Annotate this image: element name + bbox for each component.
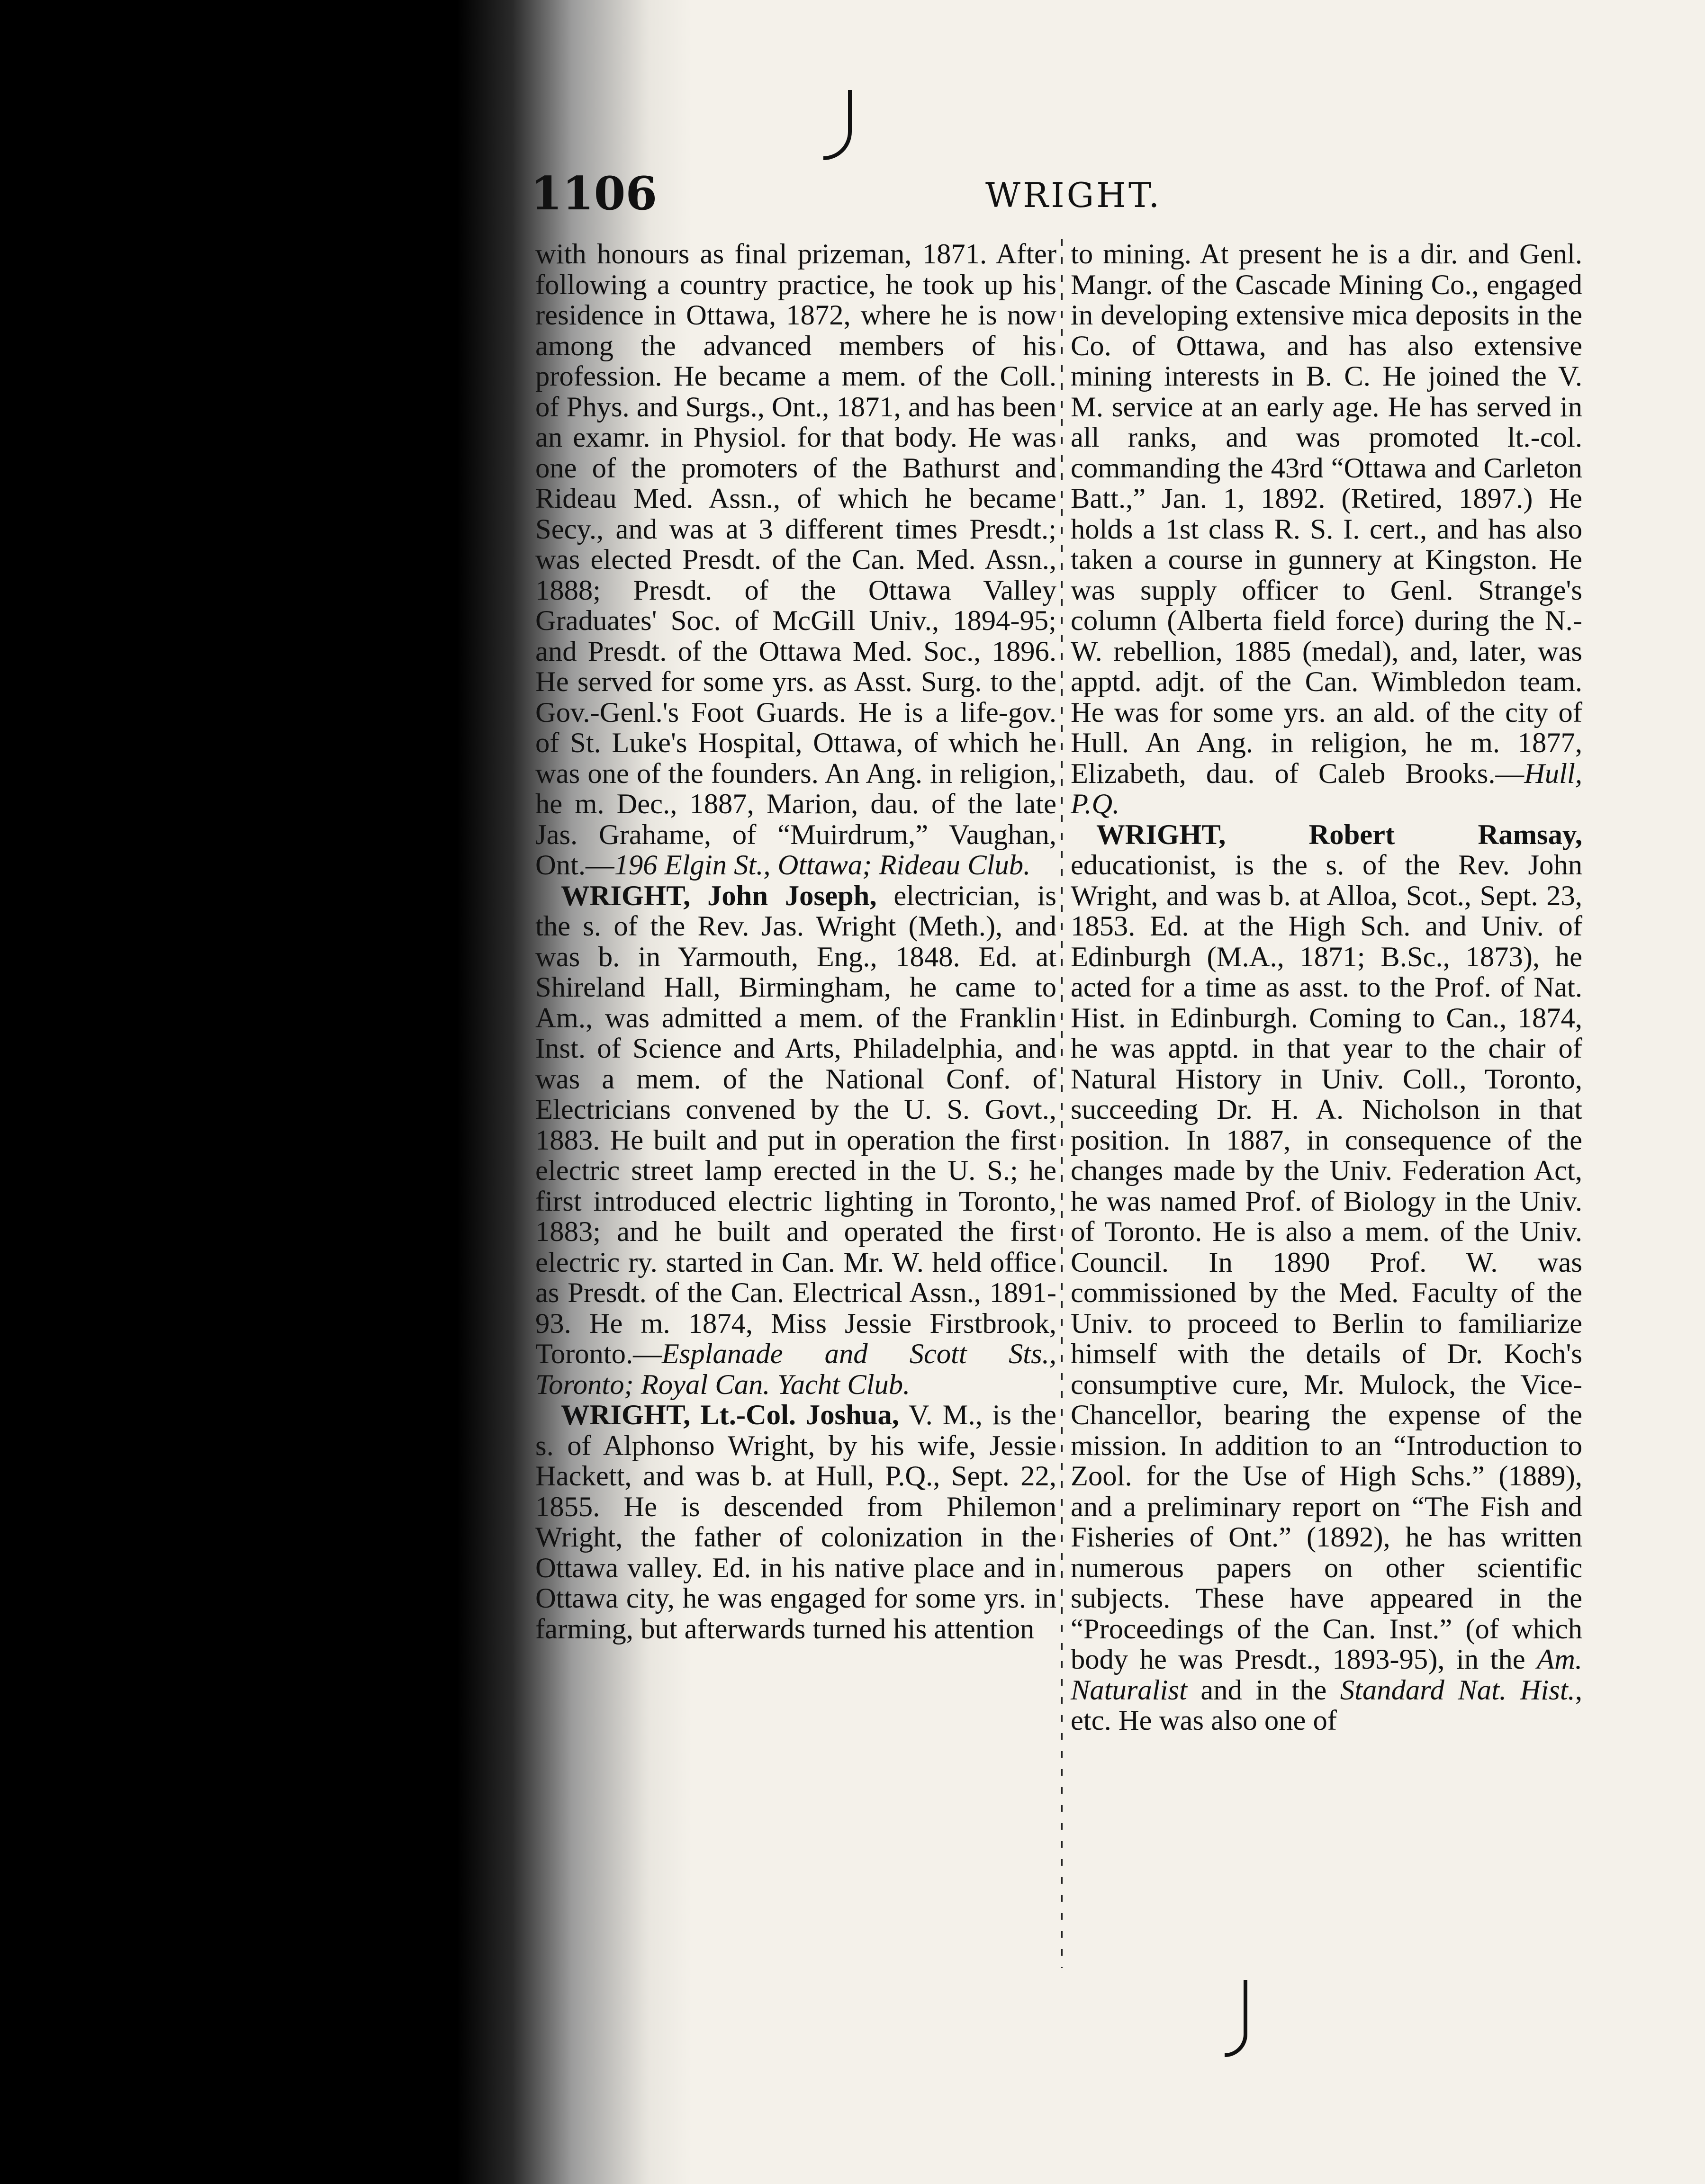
entry-wright-john-joseph	[535, 881, 1056, 1401]
entry-text: electrician, is the s. of the Rev. Jas. Wright (Meth.), and was b. in Yarmouth, Eng., 1848. Ed. at Shireland Hall, Birmingham, he came to Am., was admitted a mem. of the Franklin Inst. of Science and Arts, Philadelphia, and was a mem. of the National Conf. of Electricians convened by the U. S. Govt., 1883. He built and put in operation the first electric street lamp erected in the U. S.; he first introduced electric lighting in Toronto, 1883; and he built and operated the first electric ry. started in Can. Mr. W. held office as Presdt. of the Can. Electrical Assn., 1891-93. He m. 1874, Miss Jessie Firstbrook, Toronto.—	[535, 880, 1056, 1370]
column-divider	[1061, 239, 1063, 1968]
pencil-mark-bottom	[1225, 1980, 1247, 2057]
entry-text: V. M., is the s. of Alphonso Wright, by his wife, Jessie Hackett, and was b. at Hull, P.Q., Sept. 22, 1855. He is descended from Philemon Wright, the father of colonization in the Ottawa valley. Ed. in his native place and in Ottawa city, he was engaged for some yrs. in farming, but afterwards turned his attention	[535, 1399, 1056, 1645]
page-number: 1106	[531, 167, 658, 220]
running-head: WRIGHT.	[985, 175, 1162, 215]
journal-title: Am. Naturalist	[1071, 1644, 1582, 1706]
right-column	[1071, 239, 1582, 1736]
entry-address: Esplanade and Scott Sts., Toronto; Royal Can. Yacht Club.	[535, 1338, 1056, 1401]
entry-text: educationist, is the s. of the Rev. John Wright, and was b. at Alloa, Scot., Sept. 23, 1853. Ed. at the High Sch. and Univ. of Edinburgh (M.A., 1871; B.Sc., 1873), he acted for a time as asst. to the Prof. of Nat. Hist. in Edinburgh. Coming to Can., 1874, he was apptd. in that year to the chair of Natural History in Univ. Coll., Toronto, succeeding Dr. H. A. Nicholson in that position. In 1887, in consequence of the changes made by the Univ. Federation Act, he was named Prof. of Biology in the Univ. of Toronto. He is also a mem. of the Univ. Council. In 1890 Prof. W. was commissioned by the Med. Faculty of the Univ. to proceed to Berlin to familiarize himself with the details of Dr. Koch's consumptive cure, Mr. Mulock, the Vice-Chancellor, bearing the expense of the mission. In addition to an “Introduction to Zool. for the Use of High Schs.” (1889), and a preliminary report on “The Fish and Fisheries of Ont.” (1892), he has written numerous papers on other scientific subjects. These have appeared in the “Proceedings of the Can. Inst.” (of which body he was Presdt., 1893-95), in the	[1071, 849, 1582, 1675]
journal-title: Standard Nat. Hist.	[1340, 1674, 1575, 1706]
entry-continuation	[535, 239, 1056, 881]
entry-text: with honours as final prizeman, 1871. After following a country practice, he took up his residence in Ottawa, 1872, where he is now among the advanced members of his profession. He became a mem. of the Coll. of Phys. and Surgs., Ont., 1871, and has been an examr. in Physiol. for that body. He was one of the promoters of the Bathurst and Rideau Med. Assn., of which he became Secy., and was at 3 different times Presdt.; was elected Presdt. of the Can. Med. Assn., 1888; Presdt. of the Ottawa Valley Graduates' Soc. of McGill Univ., 1894-95; and Presdt. of the Ottawa Med. Soc., 1896. He served for some yrs. as Asst. Surg. to the Gov.-Genl.'s Foot Guards. He is a life-gov. of St. Luke's Hospital, Ottawa, of which he was one of the founders. An Ang. in religion, he m. Dec., 1887, Marion, dau. of the late Jas. Grahame, of “Muirdrum,” Vaughan, Ont.—	[535, 238, 1056, 881]
page-header	[531, 167, 1606, 228]
entry-name: WRIGHT, Robert Ramsay,	[1096, 818, 1582, 851]
entry-name: WRIGHT, Lt.-Col. Joshua,	[561, 1399, 899, 1431]
entry-continuation	[1071, 239, 1582, 820]
entry-wright-robert-ramsay	[1071, 820, 1582, 1736]
entry-text: to mining. At present he is a dir. and Genl. Mangr. of the Cascade Mining Co., engaged in developing extensive mica deposits in the Co. of Ottawa, and has also extensive mining interests in B. C. He joined the V. M. service at an early age. He has served in all ranks, and was promoted lt.-col. commanding the 43rd “Ottawa and Carleton Batt.,” Jan. 1, 1892. (Retired, 1897.) He holds a 1st class R. S. I. cert., and has also taken a course in gunnery at Kingston. He was supply officer to Genl. Strange's column (Alberta field force) during the N.-W. rebellion, 1885 (medal), and, later, was apptd. adjt. of the Can. Wimbledon team. He was for some yrs. an ald. of the city of Hull. An Ang. in religion, he m. 1877, Elizabeth, dau. of Caleb Brooks.—	[1071, 238, 1582, 790]
entry-address: Hull, P.Q.	[1071, 757, 1582, 820]
entry-address: 196 Elgin St., Ottawa; Rideau Club.	[614, 849, 1031, 881]
left-column	[535, 239, 1056, 1645]
entry-text: , etc. He was also one of	[1071, 1674, 1582, 1736]
entry-wright-joshua	[535, 1400, 1056, 1645]
entry-text: and in the	[1187, 1674, 1340, 1706]
entry-name: WRIGHT, John Joseph,	[561, 880, 877, 912]
